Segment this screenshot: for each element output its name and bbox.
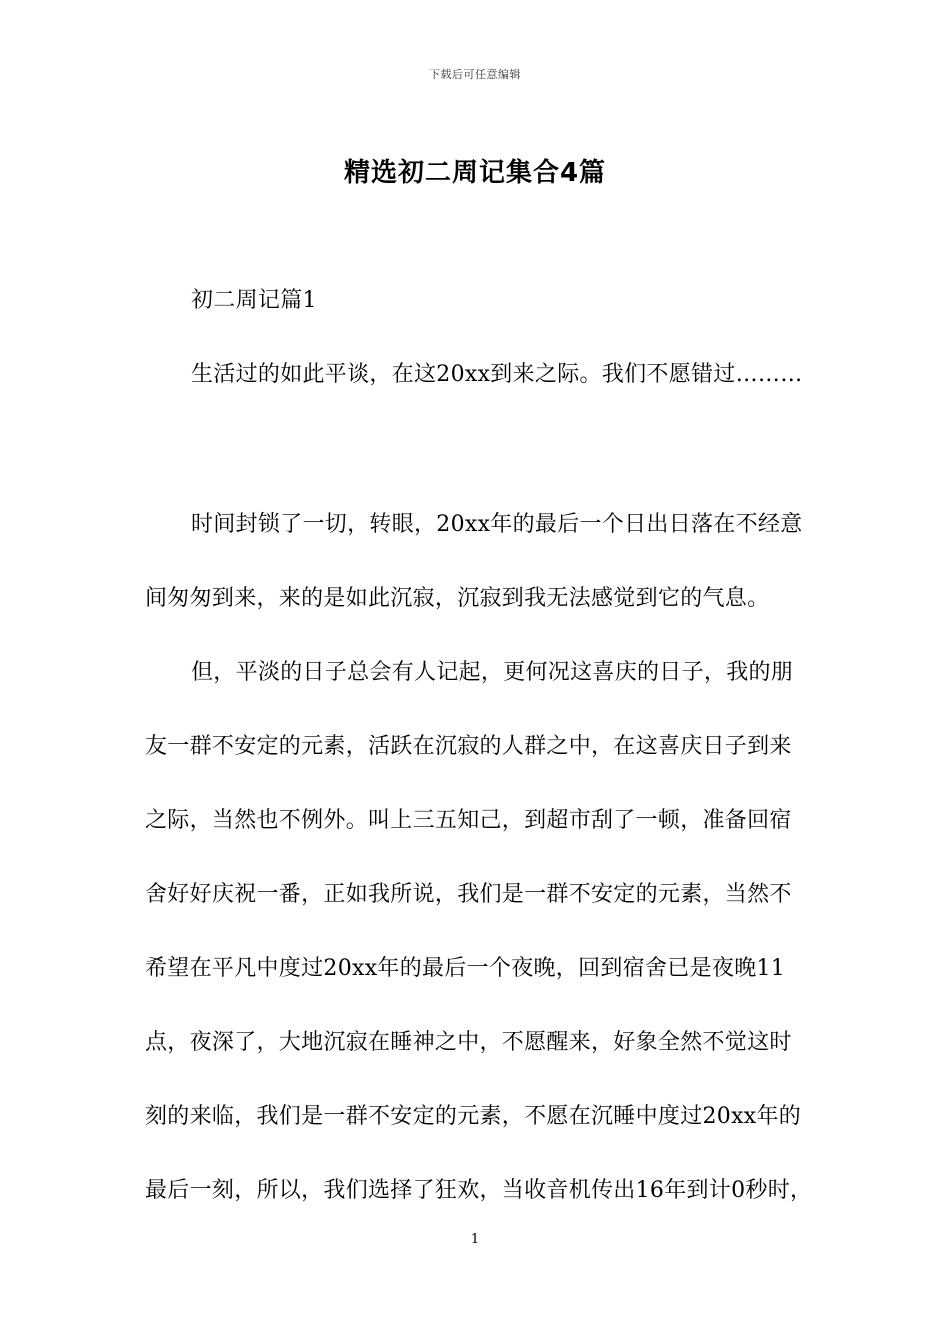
document-title: 精选初二周记集合4篇 [343, 158, 607, 188]
paragraph-line: 舍好好庆祝一番，正如我所说，我们是一群不安定的元素，当然不 [145, 882, 792, 907]
section-heading: 初二周记篇1 [191, 288, 317, 313]
paragraph-line: 之际，当然也不例外。叫上三五知己，到超市刮了一顿，准备回宿 [145, 808, 792, 833]
paragraph-line: 希望在平凡中度过20xx年的最后一个夜晚，回到宿舍已是夜晚11 [145, 956, 786, 981]
paragraph-line: 时间封锁了一切，转眼，20xx年的最后一个日出日落在不经意 [191, 512, 803, 537]
paragraph-line: 刻的来临，我们是一群不安定的元素，不愿在沉睡中度过20xx年的 [145, 1104, 802, 1129]
paragraph-line: 间匆匆到来，来的是如此沉寂，沉寂到我无法感觉到它的气息。 [145, 586, 770, 611]
header-note: 下载后可任意编辑 [429, 68, 521, 81]
paragraph-line: 但，平淡的日子总会有人记起，更何况这喜庆的日子，我的朋 [191, 660, 794, 685]
paragraph-line: 友一群不安定的元素，活跃在沉寂的人群之中，在这喜庆日子到来 [145, 734, 792, 759]
paragraph-line: 生活过的如此平谈，在这20xx到来之际。我们不愿错过……… [191, 362, 803, 387]
paragraph-line: 点，夜深了，大地沉寂在睡神之中，不愿醒来，好象全然不觉这时 [145, 1030, 792, 1055]
paragraph-line: 最后一刻，所以，我们选择了狂欢，当收音机传出16年到计0秒时， [145, 1178, 813, 1203]
page-number: 1 [470, 1232, 480, 1247]
